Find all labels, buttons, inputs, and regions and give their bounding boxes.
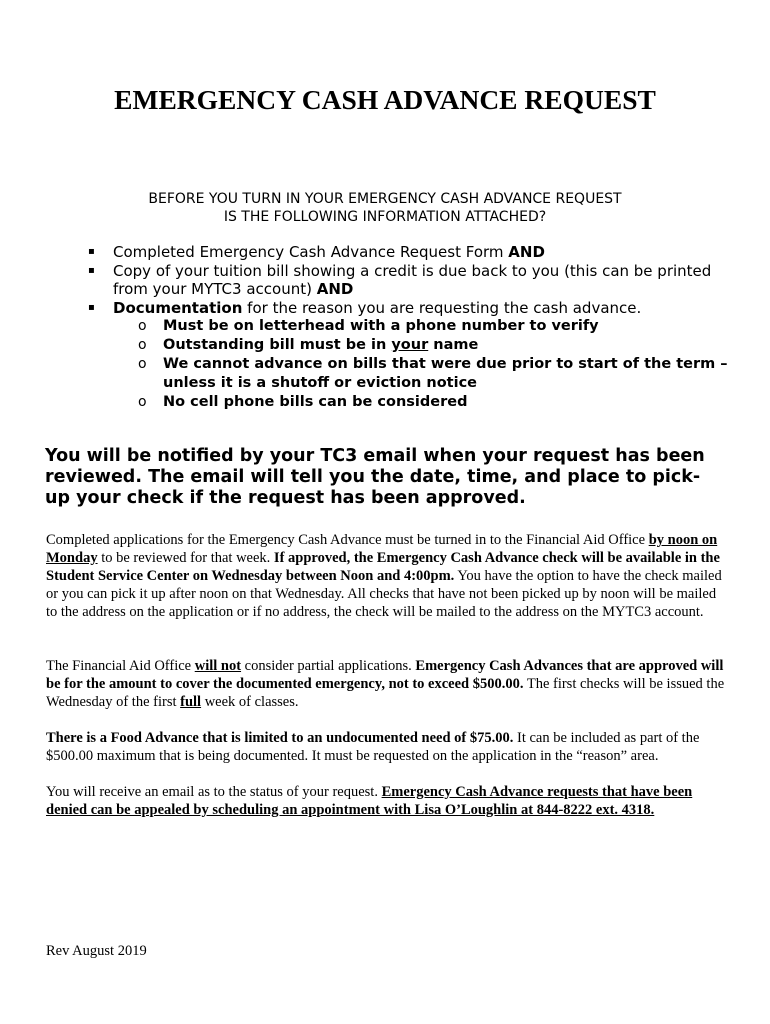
revision-footer: Rev August 2019 [46, 943, 147, 959]
appeal-contact: Emergency Cash Advance requests that have been denied can be appealed by scheduling an appointment with Lisa O’Loughlin at 844-8222 ext. 4318. [46, 784, 693, 818]
deadline-paragraph: Completed applications for the Emergency Cash Advance must be turned in to the Financial Aid Office by noon on Monday to be reviewed for that week. If approved, the Emergency Cash Advance check will be available in the Student Service Center on Wednesday between Noon and 4:00pm. You have the option to have the check mailed or you can pick it up after noon on that Wednesday. All checks that have not been picked up by noon will be mailed to the address on the application or if no address, the check will be mailed to the address on the MYTC3 account. [46, 532, 722, 620]
checklist-heading-line-1: BEFORE YOU TURN IN YOUR EMERGENCY CASH ADVANCE REQUEST [148, 191, 622, 207]
sub-list-item: o Must be on letterhead with a phone number to verify [138, 318, 599, 334]
bullet-marker: o [138, 337, 147, 353]
and-label: AND [508, 243, 545, 261]
deadline-emphasis: by noon on Monday [46, 532, 718, 566]
sub-list-item: o We cannot advance on bills that were due prior to start of the term – unless it is a shutoff or eviction notice [138, 356, 728, 391]
sub-list-item: o No cell phone bills can be considered [138, 394, 468, 410]
list-item: ▪ Documentation for the reason you are requesting the cash advance. o Must be on letterhead with a phone number to verify o Outstanding bill must be in your name o We cannot advance on bills that were due prior to start of the term – unless it is a shutoff or eviction notice o No cell phone bills can be considered [88, 299, 728, 413]
email-notice: You will be notified by your TC3 email when your request has been reviewed. The email will tell you the date, time, and place to pick-up your check if the request has been approved. [45, 446, 705, 508]
bullet-marker: o [138, 394, 147, 410]
checklist-heading-line-2: IS THE FOLLOWING INFORMATION ATTACHED? [223, 209, 547, 225]
requirements-list [88, 243, 728, 412]
documentation-label: Documentation [113, 298, 243, 317]
partial-applications-paragraph: The Financial Aid Office will not consider partial applications. Emergency Cash Advances that are approved will be for the amount to cover the documented emergency, not to exceed $500.00. The first checks will be issued the Wednesday of the first full week of classes. [46, 658, 725, 710]
list-item: ▪ Copy of your tuition bill showing a credit is due back to you (this can be printed from your MYTC3 account) AND [88, 262, 728, 299]
sub-list-item: o Outstanding bill must be in your name [138, 337, 479, 353]
checklist-heading [0, 190, 770, 226]
documentation-requirements [113, 317, 728, 412]
appeal-paragraph: You will receive an email as to the status of your request. Emergency Cash Advance requests that have been denied can be appealed by scheduling an appointment with Lisa O’Loughlin at 844-8222 ext. 4318. [46, 784, 693, 818]
list-item: ▪ Completed Emergency Cash Advance Request Form AND [88, 243, 728, 262]
food-advance-paragraph: There is a Food Advance that is limited to an undocumented need of $75.00. It can be included as part of the $500.00 maximum that is being documented. It must be requested on the application in the “reason” area. [46, 730, 700, 764]
page-title: EMERGENCY CASH ADVANCE REQUEST [114, 84, 656, 115]
bullet-marker: o [138, 318, 147, 334]
and-label: AND [316, 280, 354, 298]
bullet-marker: o [138, 356, 147, 372]
